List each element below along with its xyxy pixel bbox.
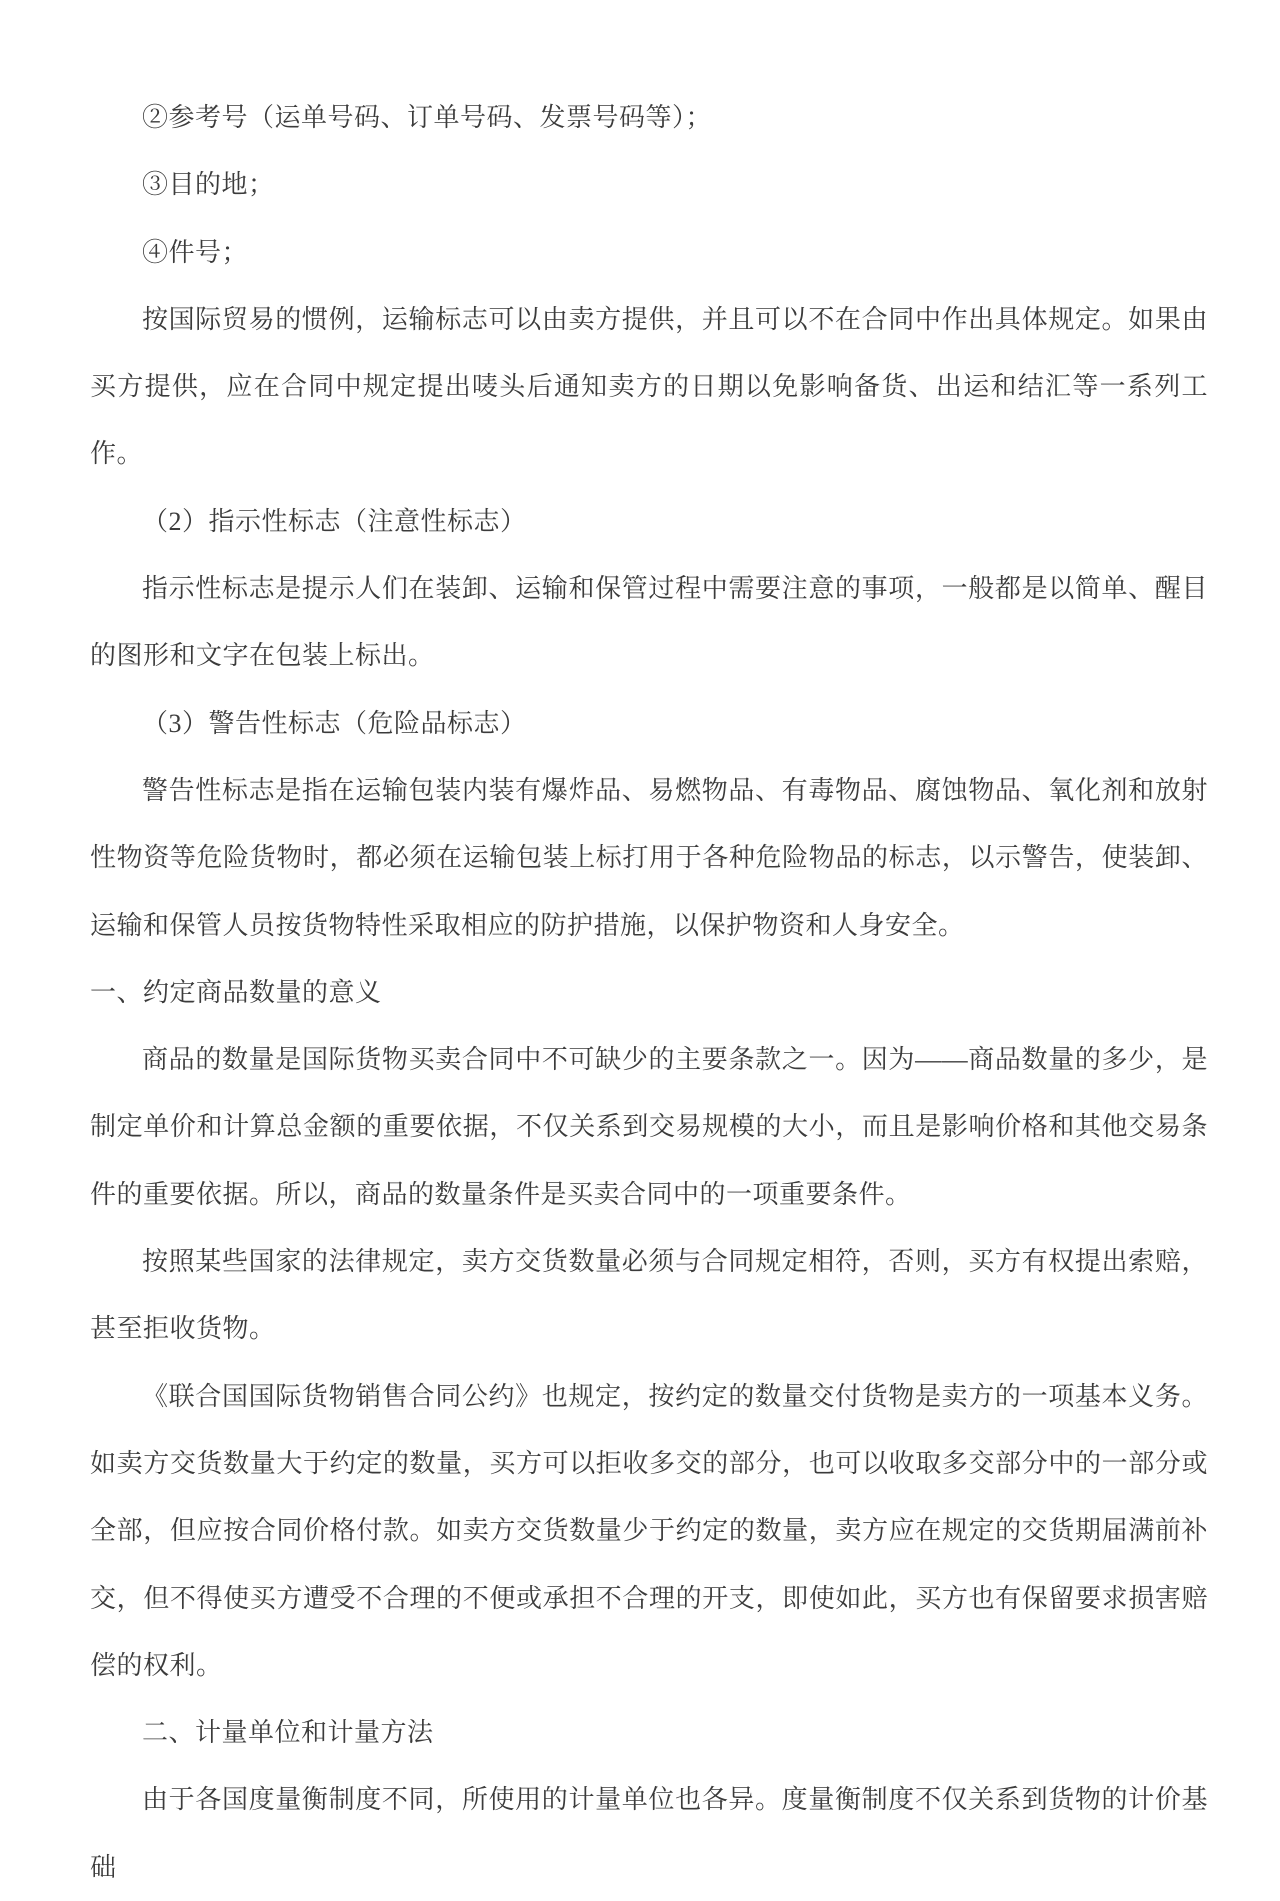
numbered-item-reference-number: ②参考号（运单号码、订单号码、发票号码等）； <box>142 103 713 132</box>
subheading-warning-marks: （3）警告性标志（危险品标志） <box>142 708 527 738</box>
paragraph-national-law-requirements: 按照某些国家的法律规定，卖方交货数量必须与合同规定相符，否则，买方有权提出索赔，甚至拒收货物。 <box>90 1247 1208 1344</box>
numbered-item-piece-number: ④件号； <box>142 237 249 267</box>
paragraph-indicative-marks-description: 指示性标志是提示人们在装卸、运输和保管过程中需要注意的事项，一般都是以简单、醒目的图形和文字在包装上标出。 <box>90 574 1208 671</box>
section-heading-quantity-significance: 一、约定商品数量的意义 <box>90 977 382 1007</box>
paragraph-shipping-mark-practice: 按国际贸易的惯例，运输标志可以由卖方提供，并且可以不在合同中作出具体规定。如果由买方提供，应在合同中规定提出唛头后通知卖方的日期以免影响备货、出运和结汇等一系列工作。 <box>90 304 1208 469</box>
section-heading-measurement-units: 二、计量单位和计量方法 <box>142 1718 434 1748</box>
paragraph-measurement-systems: 由于各国度量衡制度不同，所使用的计量单位也各异。度量衡制度不仅关系到货物的计价基础 <box>90 1785 1208 1882</box>
numbered-item-destination: ③目的地； <box>142 170 275 200</box>
paragraph-warning-marks-description: 警告性标志是指在运输包装内装有爆炸品、易燃物品、有毒物品、腐蚀物品、氧化剂和放射性物资等危险货物时，都必须在运输包装上标打用于各种危险物品的标志，以示警告，使装卸、运输和保管人员按货物特性采取相应的防护措施，以保护物资和人身安全。 <box>90 775 1208 940</box>
paragraph-quantity-importance: 商品的数量是国际货物买卖合同中不可缺少的主要条款之一。因为——商品数量的多少，是制定单价和计算总金额的重要依据，不仅关系到交易规模的大小，而且是影响价格和其他交易条件的重要依据。所以，商品的数量条件是买卖合同中的一项重要条件。 <box>90 1045 1208 1209</box>
paragraph-cisg-provisions: 《联合国国际货物销售合同公约》也规定，按约定的数量交付货物是卖方的一项基本义务。如卖方交货数量大于约定的数量，买方可以拒收多交的部分，也可以收取多交部分中的一部分或全部，但应按合同价格付款。如卖方交货数量少于约定的数量，卖方应在规定的交货期届满前补交，但不得使买方遭受不合理的不便或承担不合理的开支，即使如此，买方也有保留要求损害赔偿的权利。 <box>90 1381 1208 1680</box>
subheading-indicative-marks: （2）指示性标志（注意性标志） <box>142 506 527 536</box>
